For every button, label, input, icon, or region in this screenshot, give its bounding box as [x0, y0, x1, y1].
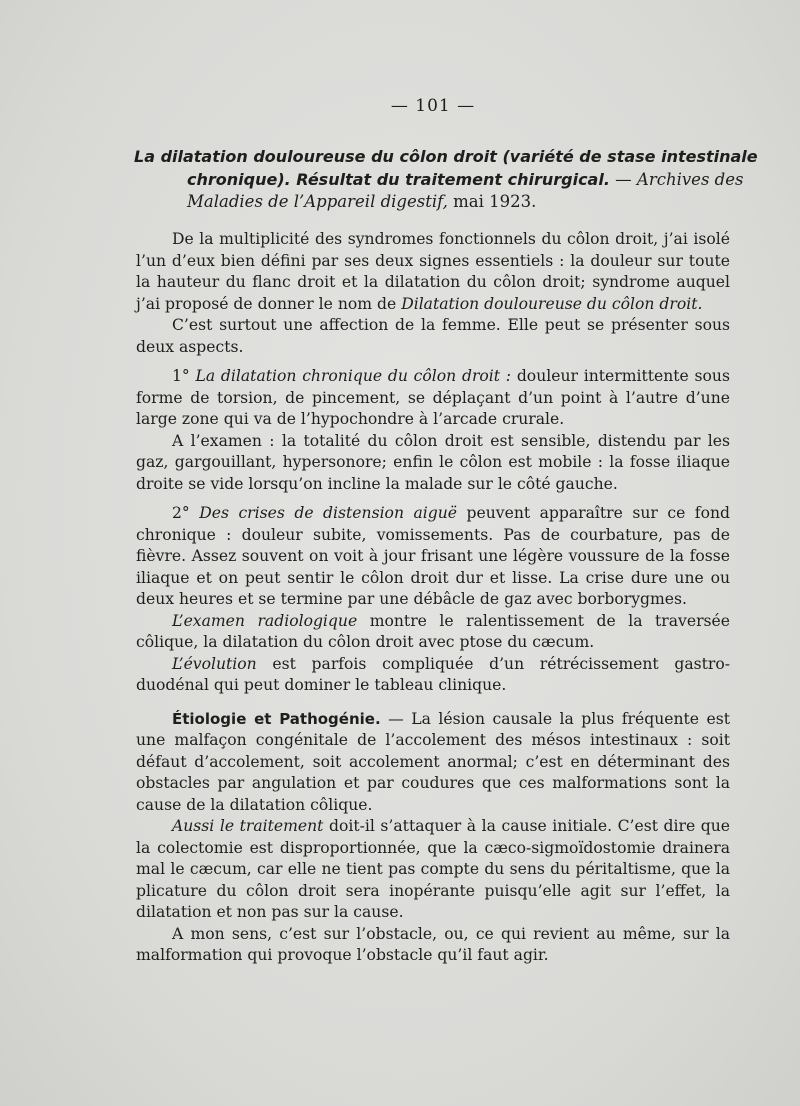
p5-num: 2°: [172, 504, 200, 522]
title-date: mai 1923.: [447, 192, 537, 211]
paragraph-2: [136, 315, 730, 358]
p5-italic: Des crises de distension aiguë: [199, 504, 458, 522]
paragraph-6: [136, 611, 730, 654]
paragraph-1: [136, 229, 730, 315]
p6-text: montre le ralentissement de la traversée côlique, la dilatation du côlon droit avec ptose du cæcum.: [136, 611, 730, 651]
p5-text: peuvent apparaître sur ce fond chronique : douleur subite, vomissements. Pas de courbature, pas de fièvre. Assez souvent on voit à jour frisant une légère voussure de la fosse iliaque et on peut sentir le côlon droit dur et lisse. La crise dure une ou deux heures et se termine par une débâcle de gaz avec borborygmes.: [136, 504, 730, 608]
p1-text: De la multiplicité des syndromes fonctionnels du côlon droit, j’ai isolé l’un d’eux bien défini par ses deux signes essentiels : la douleur sur toute la hauteur du flanc droit et la dilatation du côlon droit; syndrome auquel j’ai proposé de donner le nom de: [136, 230, 730, 313]
p3-italic: La dilatation chronique du côlon droit :: [195, 367, 512, 385]
section-heading-etiologie: Étiologie et Pathogénie.: [172, 709, 381, 728]
p3-text: douleur intermittente sous forme de torsion, de pincement, se déplaçant d’un point à l’autre d’une large zone qui va de l’hypochondre à l’arcade crurale.: [136, 367, 730, 428]
p6-italic: L’examen radiologique: [172, 611, 358, 630]
title-bold-1: La dilatation douloureuse du côlon droit (variété de stase intestinale: [134, 147, 758, 166]
title-line-1: [134, 146, 758, 169]
paragraph-8: [136, 709, 730, 817]
paragraph-4: [136, 431, 730, 496]
p9-text: doit-il s’attaquer à la cause initiale. C’est dire que la colectomie est disproportionnée, que la cæco-sigmoïdostomie drainera mal le cæcum, car elle ne tient pas compte du sens du péritaltisme, que la plicature du côlon droit sera inopérante puisqu’elle agit sur l’effet, la dilatation et non pas sur la cause.: [136, 817, 730, 921]
page-number: — 101 —: [390, 96, 476, 116]
p3-num: 1°: [172, 367, 196, 385]
p9-italic: Aussi le traitement: [172, 817, 324, 835]
title-dash: —: [609, 169, 637, 189]
p1-italic: Dilatation douloureuse du côlon droit.: [401, 294, 703, 313]
p8-text: — La lésion causale la plus fréquente est une malfaçon congénitale de l’accolement des mésos intestinaux : soit défaut d’accolement, soit accolement anormal; c’est en déterminant des obstacles par angulation et par coudures que ces malformations sont la cause de la dilatation côlique.: [136, 709, 731, 814]
title-line-2: [134, 169, 744, 192]
p10-text: A mon sens, c’est sur l’obstacle, ou, ce qui revient au même, sur la malformation qui provoque l’obstacle qu’il faut agir.: [136, 924, 730, 964]
p7-text: est parfois compliquée d’un rétrécissement gastro-duodénal qui peut dominer le tableau clinique.: [136, 654, 730, 694]
paragraph-9: [136, 816, 730, 924]
paragraph-5: [136, 503, 730, 611]
paragraph-10: [136, 924, 730, 967]
title-source-journal-cont: Maladies de l’Appareil digestif,: [187, 192, 448, 211]
article-body: [136, 229, 730, 967]
paragraph-7: [136, 654, 730, 697]
title-bold-2: chronique). Résultat du traitement chirurgical.: [187, 169, 610, 189]
paragraph-3: [136, 366, 730, 431]
p4-text: A l’examen : la totalité du côlon droit est sensible, distendu par les gaz, gargouillant, hypersonore; enfin le côlon est mobile : la fosse iliaque droite se vide lorsqu’on incline la malade sur le côté gauche.: [136, 431, 730, 493]
title-source-journal: Archives des: [636, 169, 744, 189]
article-title: [134, 146, 758, 214]
p7-italic: L’évolution: [172, 654, 257, 673]
title-line-3: [134, 191, 734, 214]
p2-text: C’est surtout une affection de la femme. Elle peut se présenter sous deux aspects.: [136, 316, 730, 356]
